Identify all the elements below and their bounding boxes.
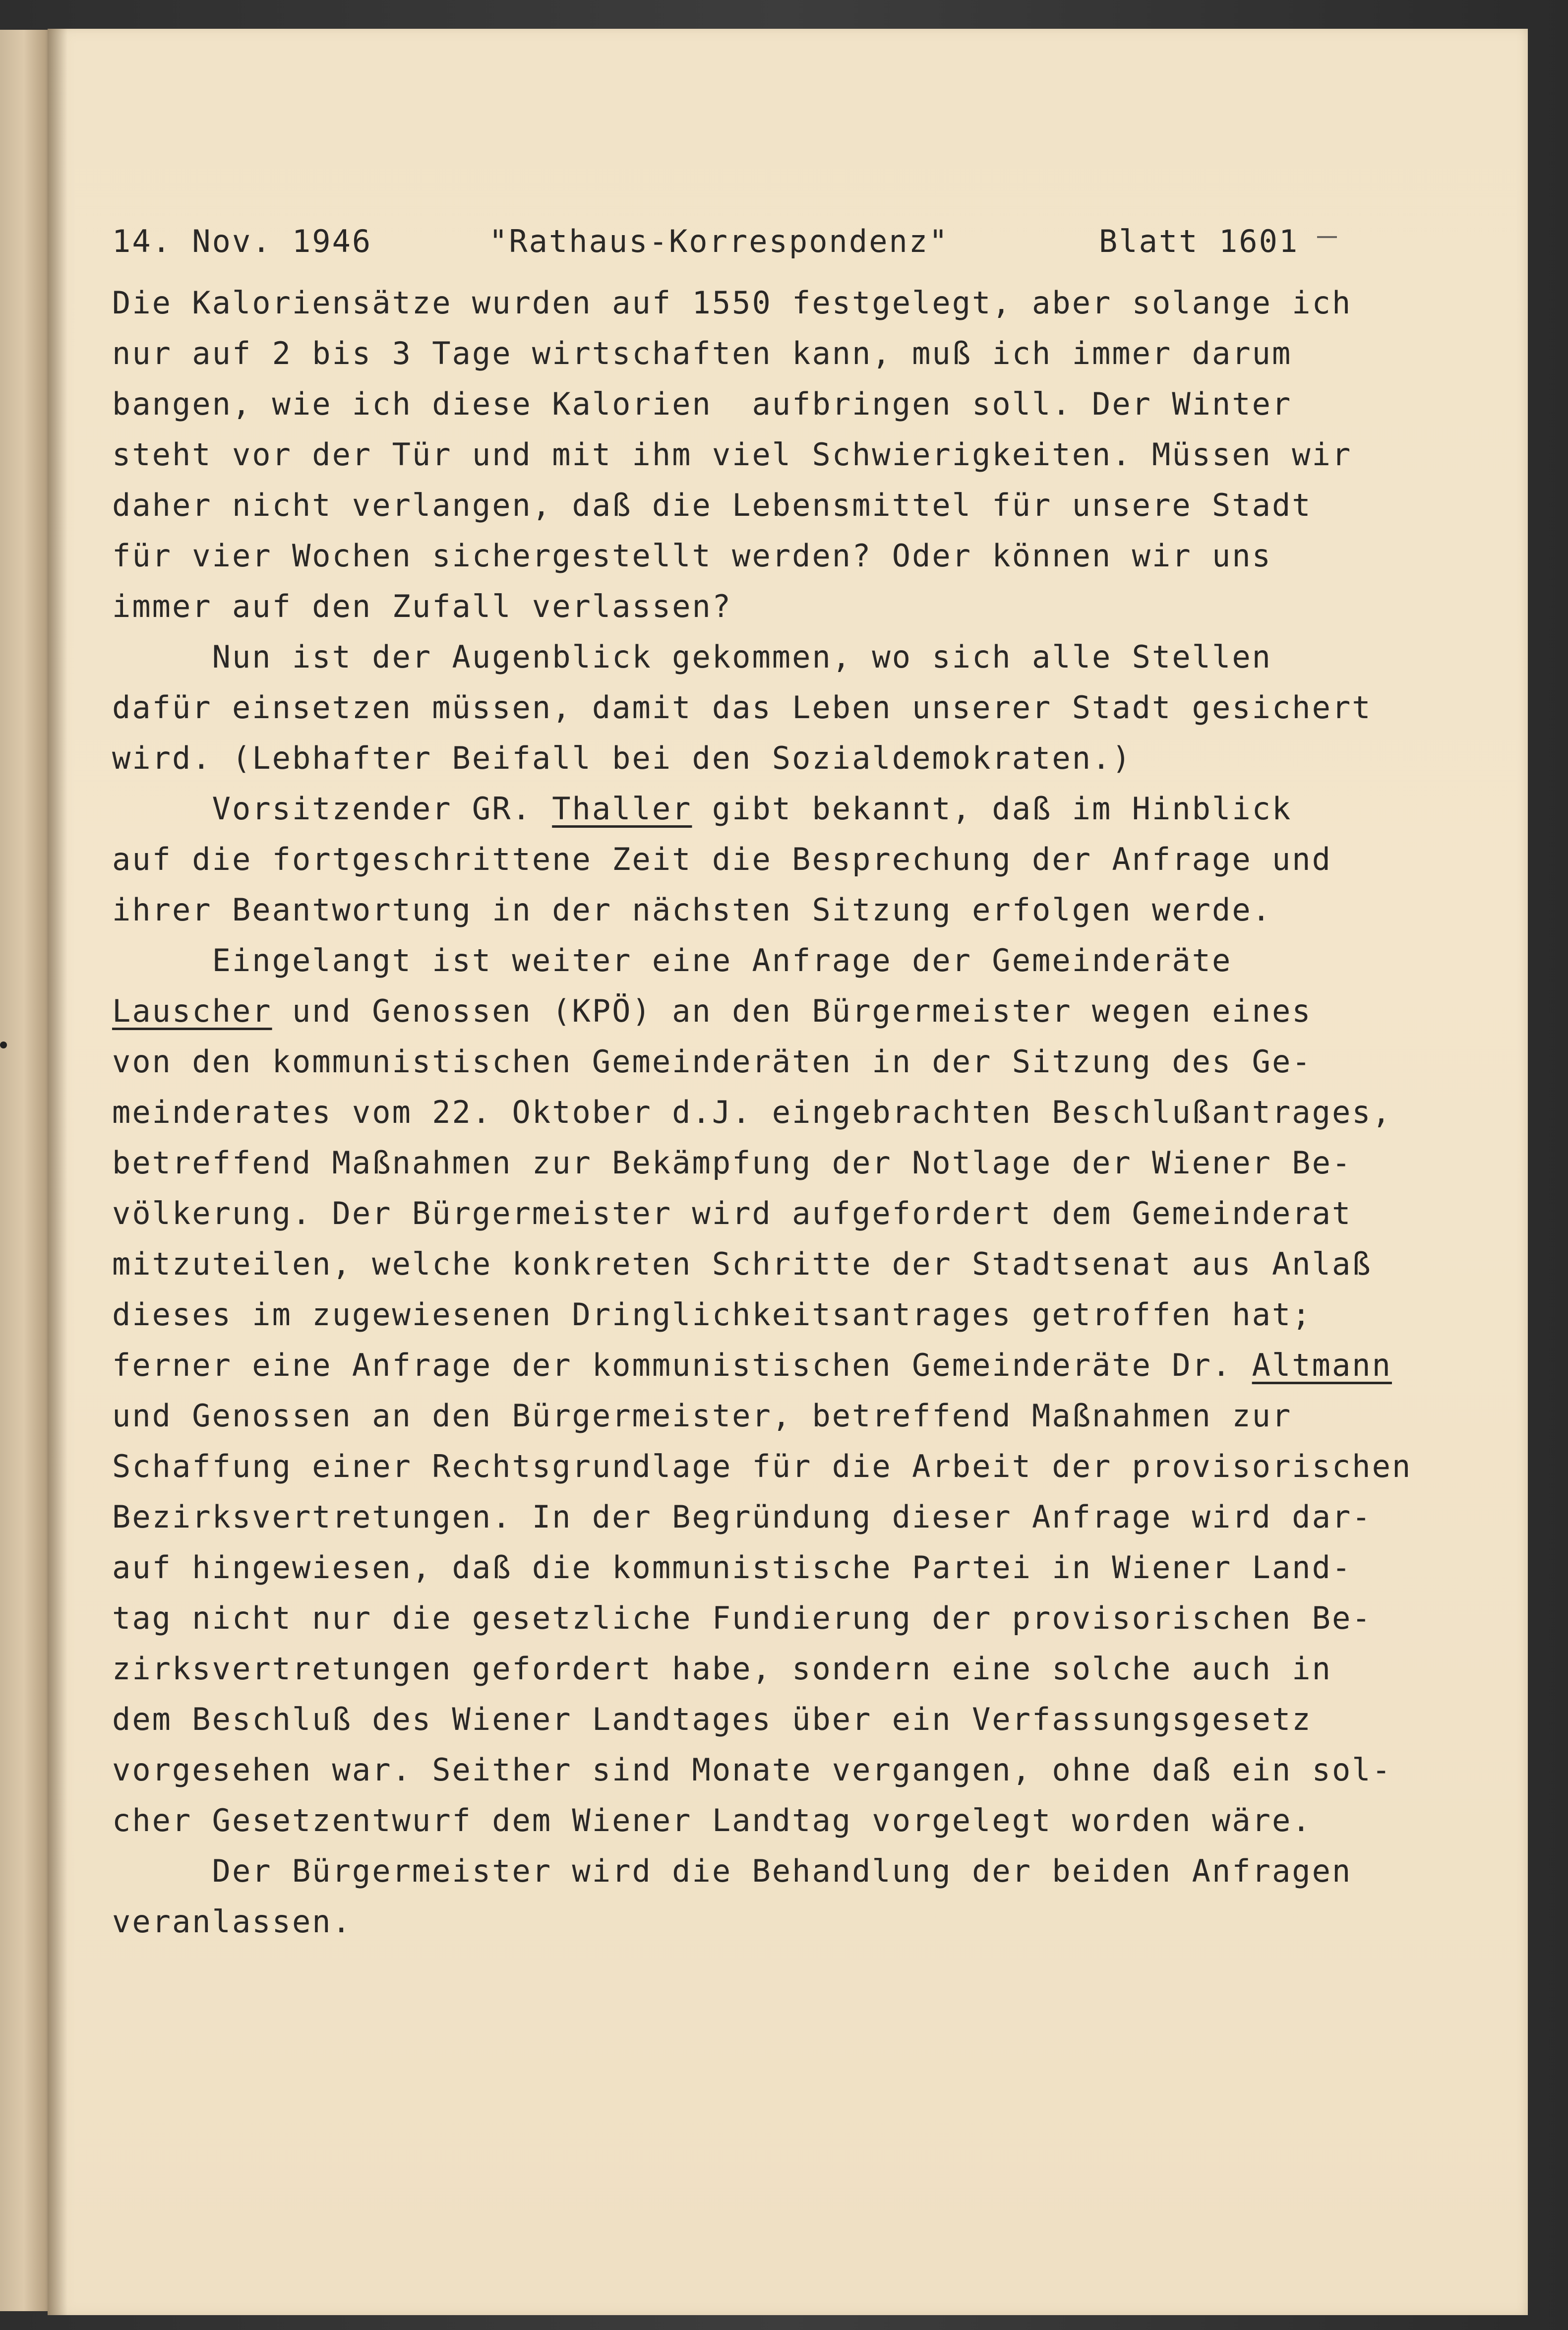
- binding-mark: [0, 1042, 7, 1048]
- body-line: zirksvertretungen gefordert habe, sondern eine solche auch in: [112, 1651, 1332, 1687]
- body-line: auf die fortgeschrittene Zeit die Besprechung der Anfrage und: [112, 841, 1332, 877]
- body-line: betreffend Maßnahmen zur Bekämpfung der Notlage der Wiener Be-: [112, 1145, 1352, 1181]
- body-line: tag nicht nur die gesetzliche Fundierung der provisorischen Be-: [112, 1600, 1372, 1636]
- page-gutter-shadow: [48, 29, 67, 2315]
- body-line: nur auf 2 bis 3 Tage wirtschaften kann, muß ich immer darum: [112, 335, 1292, 371]
- body-line-lauscher: [112, 993, 1312, 1029]
- body-line: cher Gesetzentwurf dem Wiener Landtag vorgelegt worden wäre.: [112, 1802, 1312, 1839]
- body-line: daher nicht verlangen, daß die Lebensmittel für unsere Stadt: [112, 487, 1312, 523]
- line-text: ferner eine Anfrage der kommunistischen Gemeinderäte Dr.: [112, 1347, 1252, 1383]
- body-line: steht vor der Tür und mit ihm viel Schwierigkeiten. Müssen wir: [112, 436, 1352, 473]
- body-line: Bezirksvertretungen. In der Begründung dieser Anfrage wird dar-: [112, 1499, 1372, 1535]
- name-altmann: Altmann: [1252, 1347, 1392, 1383]
- body-line-thaller: [112, 791, 1292, 827]
- header-date: 14. Nov. 1946: [112, 223, 372, 259]
- body-line: Eingelangt ist weiter eine Anfrage der Gemeinderäte: [112, 942, 1232, 979]
- body-line: dafür einsetzen müssen, damit das Leben unserer Stadt gesichert: [112, 689, 1372, 726]
- line-text: und Genossen (KPÖ) an den Bürgermeister wegen eines: [272, 993, 1312, 1029]
- line-text: gibt bekannt, daß im Hinblick: [692, 791, 1292, 827]
- body-line: vorgesehen war. Seither sind Monate vergangen, ohne daß ein sol-: [112, 1752, 1392, 1788]
- header-title: "Rathaus-Korrespondenz": [489, 223, 949, 259]
- body-line: ihrer Beantwortung in der nächsten Sitzung erfolgen werde.: [112, 892, 1272, 928]
- body-line: auf hingewiesen, daß die kommunistische Partei in Wiener Land-: [112, 1549, 1352, 1586]
- page-header: [112, 223, 1312, 263]
- body-line: wird. (Lebhafter Beifall bei den Sozialdemokraten.): [112, 740, 1132, 776]
- name-lauscher: Lauscher: [112, 993, 272, 1029]
- body-line: für vier Wochen sichergestellt werden? Oder können wir uns: [112, 538, 1272, 574]
- body-line-altmann: [112, 1347, 1392, 1383]
- body-line: völkerung. Der Bürgermeister wird aufgefordert dem Gemeinderat: [112, 1195, 1352, 1231]
- header-dash: [1317, 236, 1337, 238]
- body-line: veranlassen.: [112, 1903, 352, 1940]
- body-line: Die Kaloriensätze wurden auf 1550 festgelegt, aber solange ich: [112, 285, 1352, 321]
- body-line: bangen, wie ich diese Kalorien aufbringen soll. Der Winter: [112, 386, 1292, 422]
- header-sheet-number: Blatt 1601: [1099, 223, 1299, 259]
- body-line: und Genossen an den Bürgermeister, betreffend Maßnahmen zur: [112, 1398, 1292, 1434]
- body-line: Der Bürgermeister wird die Behandlung der beiden Anfragen: [112, 1853, 1352, 1889]
- body-line: dieses im zugewiesenen Dringlichkeitsantrages getroffen hat;: [112, 1296, 1312, 1333]
- body-line: immer auf den Zufall verlassen?: [112, 588, 732, 624]
- body-line: dem Beschluß des Wiener Landtages über ein Verfassungsgesetz: [112, 1701, 1312, 1737]
- body-line: Nun ist der Augenblick gekommen, wo sich alle Stellen: [112, 639, 1272, 675]
- name-thaller: Thaller: [552, 791, 692, 827]
- body-line: von den kommunistischen Gemeinderäten in der Sitzung des Ge-: [112, 1043, 1312, 1080]
- line-text: Vorsitzender GR.: [112, 791, 552, 827]
- body-line: meinderates vom 22. Oktober d.J. eingebrachten Beschlußantrages,: [112, 1094, 1392, 1130]
- body-line: Schaffung einer Rechtsgrundlage für die Arbeit der provisorischen: [112, 1448, 1412, 1484]
- body-line: mitzuteilen, welche konkreten Schritte der Stadtsenat aus Anlaß: [112, 1246, 1372, 1282]
